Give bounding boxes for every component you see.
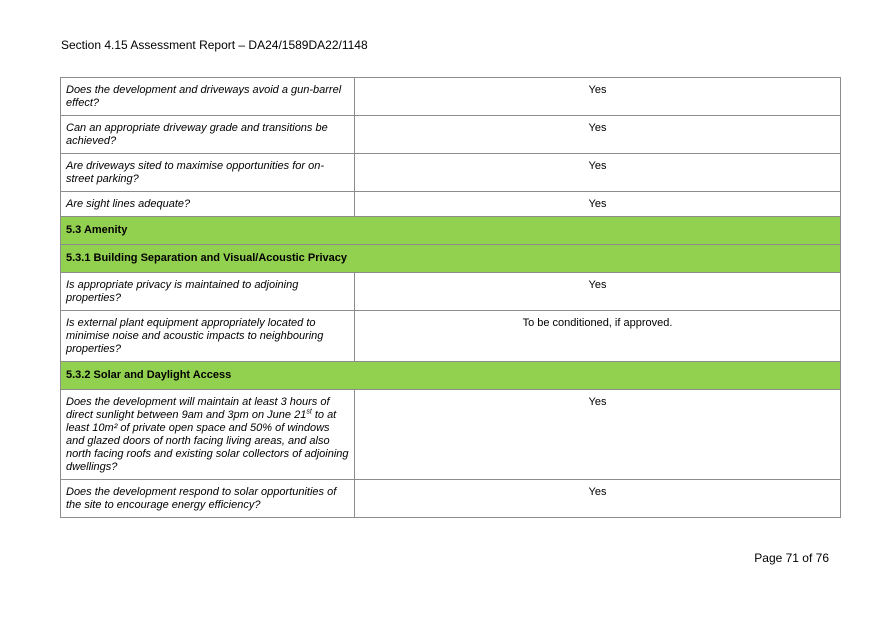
question-cell: Are driveways sited to maximise opportunities for on-street parking? [61, 154, 355, 192]
section-heading: 5.3.2 Solar and Daylight Access [61, 362, 841, 390]
table-row [61, 273, 841, 311]
answer-cell: Yes [355, 116, 841, 154]
table-row [61, 154, 841, 192]
question-cell: Does the development respond to solar opportunities of the site to encourage energy efficiency? [61, 480, 355, 518]
question-cell: Is external plant equipment appropriately located to minimise noise and acoustic impacts to neighbouring properties? [61, 311, 355, 362]
answer-cell: Yes [355, 78, 841, 116]
question-cell: Can an appropriate driveway grade and transitions be achieved? [61, 116, 355, 154]
question-text-part: to at least 10m² of private open space and 50% of windows and glazed doors of north facing living areas, and also north facing roofs and existing solar collectors of adjoining dwellings? [66, 409, 349, 473]
ordinal-suffix: st [306, 408, 312, 416]
answer-cell: To be conditioned, if approved. [355, 311, 841, 362]
section-row-solar [61, 362, 841, 390]
table-row [61, 116, 841, 154]
page-number: Page 71 of 76 [754, 551, 829, 565]
answer-cell: Yes [355, 273, 841, 311]
question-cell: Is appropriate privacy is maintained to adjoining properties? [61, 273, 355, 311]
question-cell [61, 390, 355, 480]
question-text-part: Does the development will maintain at least 3 hours of direct sunlight between 9am and 3pm on June 21 [66, 396, 330, 421]
table-row [61, 390, 841, 480]
section-row-amenity [61, 217, 841, 245]
table-row [61, 480, 841, 518]
answer-cell: Yes [355, 390, 841, 480]
table-row [61, 78, 841, 116]
section-heading: 5.3.1 Building Separation and Visual/Acoustic Privacy [61, 245, 841, 273]
assessment-table [60, 77, 841, 518]
table-row [61, 311, 841, 362]
question-cell: Does the development and driveways avoid a gun-barrel effect? [61, 78, 355, 116]
table-row [61, 192, 841, 217]
section-row-privacy [61, 245, 841, 273]
answer-cell: Yes [355, 192, 841, 217]
section-heading: 5.3 Amenity [61, 217, 841, 245]
document-header: Section 4.15 Assessment Report – DA24/1589DA22/1148 [61, 38, 368, 52]
answer-cell: Yes [355, 154, 841, 192]
question-cell: Are sight lines adequate? [61, 192, 355, 217]
answer-cell: Yes [355, 480, 841, 518]
